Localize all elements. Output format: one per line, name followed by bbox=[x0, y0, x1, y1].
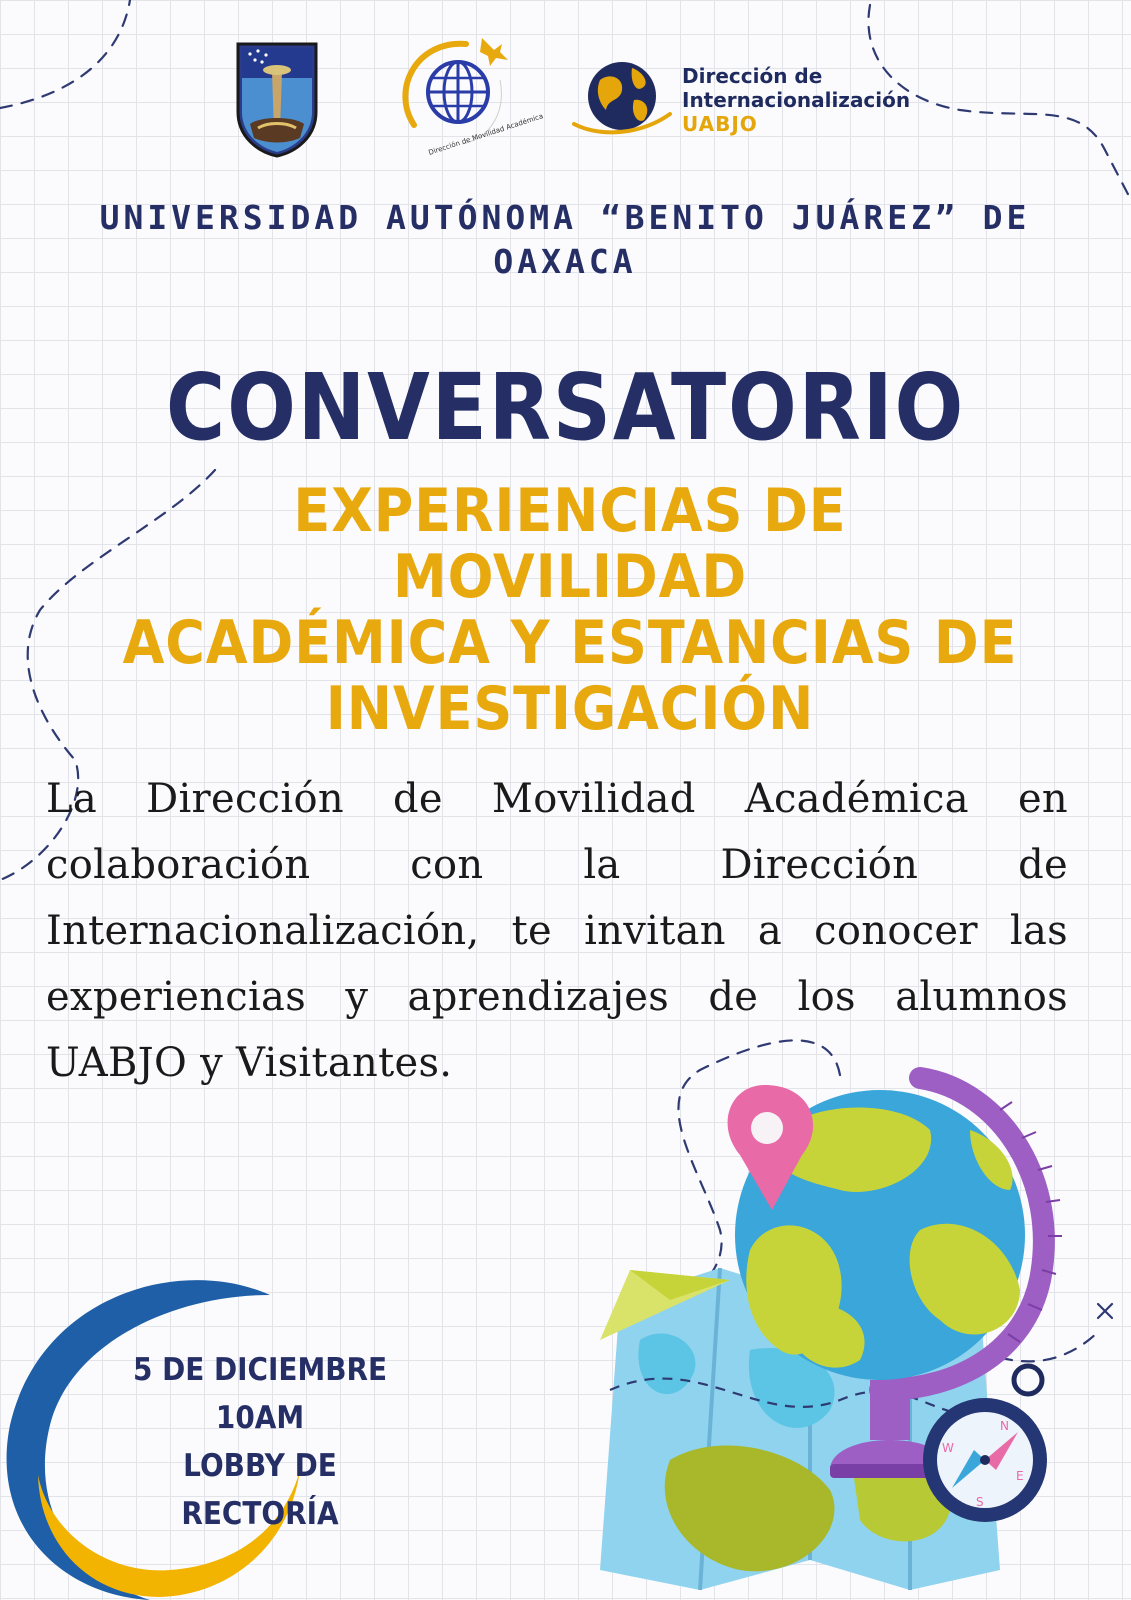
university-name-line1: UNIVERSIDAD AUTÓNOMA “BENITO JUÁREZ” DE bbox=[99, 198, 1031, 237]
intl-logo-line3: UABJO bbox=[682, 112, 758, 136]
event-subtitle-line1: EXPERIENCIAS DE MOVILIDAD bbox=[293, 476, 847, 612]
event-time: 10AM bbox=[215, 1400, 305, 1436]
event-description: La Dirección de Movilidad Académica en colaboración con la Dirección de Internacionalización, te invitan a conocer las experiencias y aprendizajes de los alumnos UABJO y Visitantes. bbox=[46, 776, 1068, 1086]
university-name bbox=[50, 196, 1080, 284]
movilidad-globe-logo bbox=[396, 30, 545, 157]
globe-map-illustration bbox=[580, 1050, 1120, 1590]
svg-text:N: N bbox=[1000, 1419, 1009, 1433]
event-subtitle bbox=[111, 478, 1029, 742]
event-title: CONVERSATORIO bbox=[165, 354, 966, 461]
uabjo-shield-logo bbox=[236, 42, 318, 158]
svg-text:W: W bbox=[942, 1441, 954, 1455]
internacionalizacion-globe-logo bbox=[572, 58, 672, 138]
event-place: LOBBY DE RECTORÍA bbox=[181, 1448, 339, 1532]
movilidad-logo-caption: Dirección de Movilidad Académica bbox=[427, 112, 545, 157]
intl-logo-line1: Dirección de bbox=[682, 64, 823, 88]
intl-logo-line2: Internacionalización bbox=[682, 88, 911, 112]
svg-text:S: S bbox=[976, 1495, 984, 1509]
university-name-line2: OAXACA bbox=[493, 242, 637, 281]
event-subtitle-line3: INVESTIGACIÓN bbox=[325, 674, 815, 744]
event-date: 5 DE DICIEMBRE bbox=[132, 1352, 388, 1388]
internacionalizacion-logo-text bbox=[682, 64, 910, 136]
svg-text:E: E bbox=[1016, 1469, 1024, 1483]
event-info bbox=[107, 1346, 413, 1538]
event-subtitle-line2: ACADÉMICA Y ESTANCIAS DE bbox=[122, 608, 1018, 678]
